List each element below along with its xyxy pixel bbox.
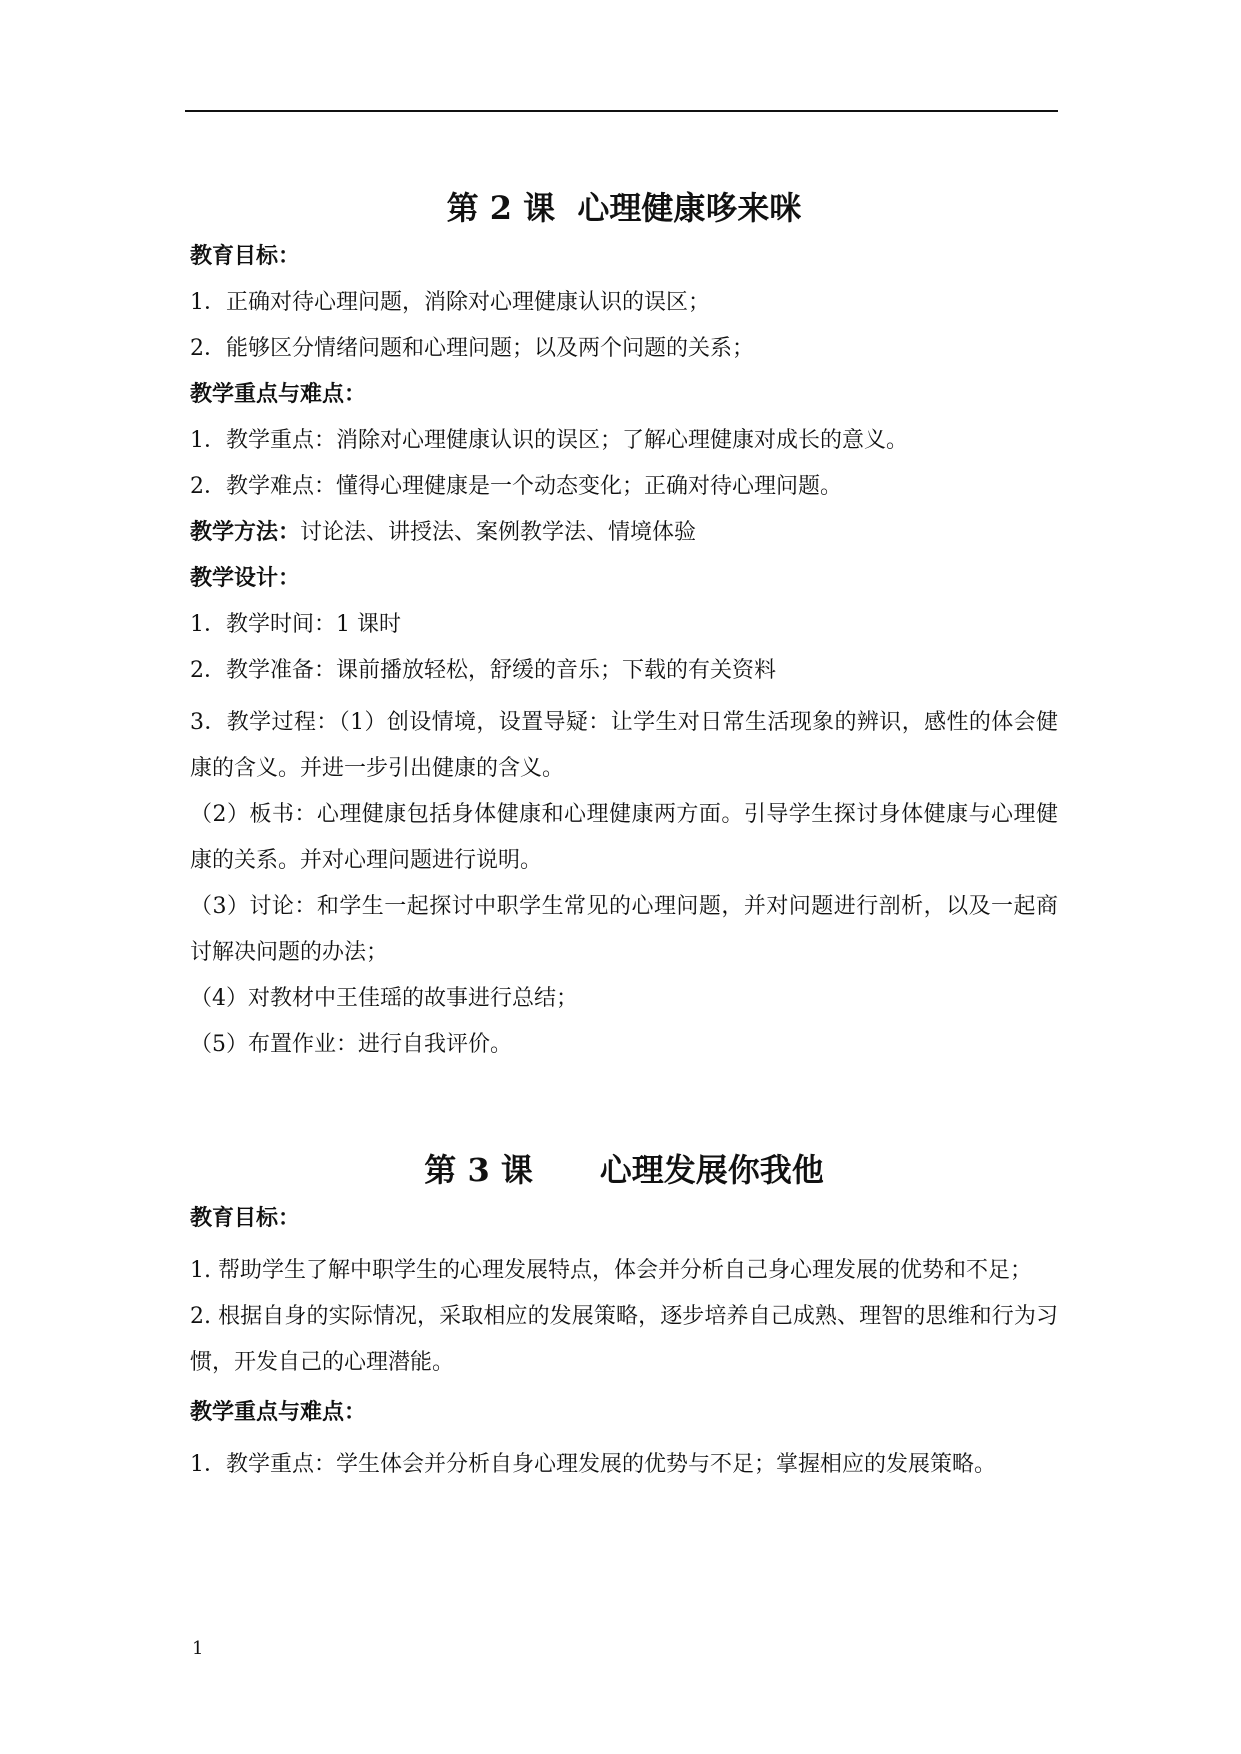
lesson2-design-7: （5）布置作业：进行自我评价。 — [190, 1032, 512, 1057]
lesson3-key-heading: 教学重点与难点： — [190, 1399, 367, 1425]
header-rule — [185, 110, 1058, 112]
lesson2-key-2: 2．教学难点：懂得心理健康是一个动态变化；正确对待心理问题。 — [190, 474, 842, 499]
lesson3-goal-2: 2. 根据自身的实际情况，采取相应的发展策略，逐步培养自己成熟、理智的思维和行为习惯，开发自己的心理潜能。 — [190, 1304, 1058, 1375]
lesson3-key-1: 1．教学重点：学生体会并分析自身心理发展的优势与不足；掌握相应的发展策略。 — [190, 1452, 996, 1477]
lesson2-method-text: 讨论法、讲授法、案例教学法、情境体验 — [300, 520, 697, 545]
lesson2-design-heading: 教学设计： — [190, 565, 301, 591]
lesson2-design-3: 3．教学过程：（1）创设情境，设置导疑：让学生对日常生活现象的辨识，感性的体会健康的含义。并进一步引出健康的含义。 — [190, 710, 1058, 781]
lesson2-goal-2: 2．能够区分情绪问题和心理问题；以及两个问题的关系； — [190, 336, 754, 361]
lesson2-design-5: （3）讨论：和学生一起探讨中职学生常见的心理问题，并对问题进行剖析，以及一起商讨解决问题的办法； — [190, 894, 1058, 965]
lesson2-title: 第 2 课 心理健康哆来咪 — [446, 189, 802, 227]
lesson3-title: 第 3 课 心理发展你我他 — [424, 1151, 824, 1189]
lesson2-design-4: （2）板书：心理健康包括身体健康和心理健康两方面。引导学生探讨身体健康与心理健康的关系。并对心理问题进行说明。 — [190, 802, 1058, 873]
page-number: 1 — [192, 1638, 204, 1659]
lesson2-design-6: （4）对教材中王佳瑶的故事进行总结； — [190, 986, 578, 1011]
lesson2-key-heading: 教学重点与难点： — [190, 381, 367, 407]
document-body — [190, 188, 1058, 1488]
lesson2-method-heading: 教学方法： — [190, 519, 301, 545]
lesson2-goal-heading: 教育目标： — [190, 243, 301, 269]
lesson2-key-1: 1．教学重点：消除对心理健康认识的误区；了解心理健康对成长的意义。 — [190, 428, 908, 453]
lesson2-design-2: 2．教学准备：课前播放轻松，舒缓的音乐；下载的有关资料 — [190, 658, 776, 683]
lesson2-method — [190, 516, 1058, 549]
lesson3-goal-heading: 教育目标： — [190, 1205, 301, 1231]
lesson2-goal-1: 1．正确对待心理问题，消除对心理健康认识的误区； — [190, 290, 710, 315]
lesson2-design-1: 1．教学时间：1 课时 — [190, 612, 401, 637]
lesson3-goal-1: 1. 帮助学生了解中职学生的心理发展特点，体会并分析自己身心理发展的优势和不足； — [190, 1258, 1032, 1283]
